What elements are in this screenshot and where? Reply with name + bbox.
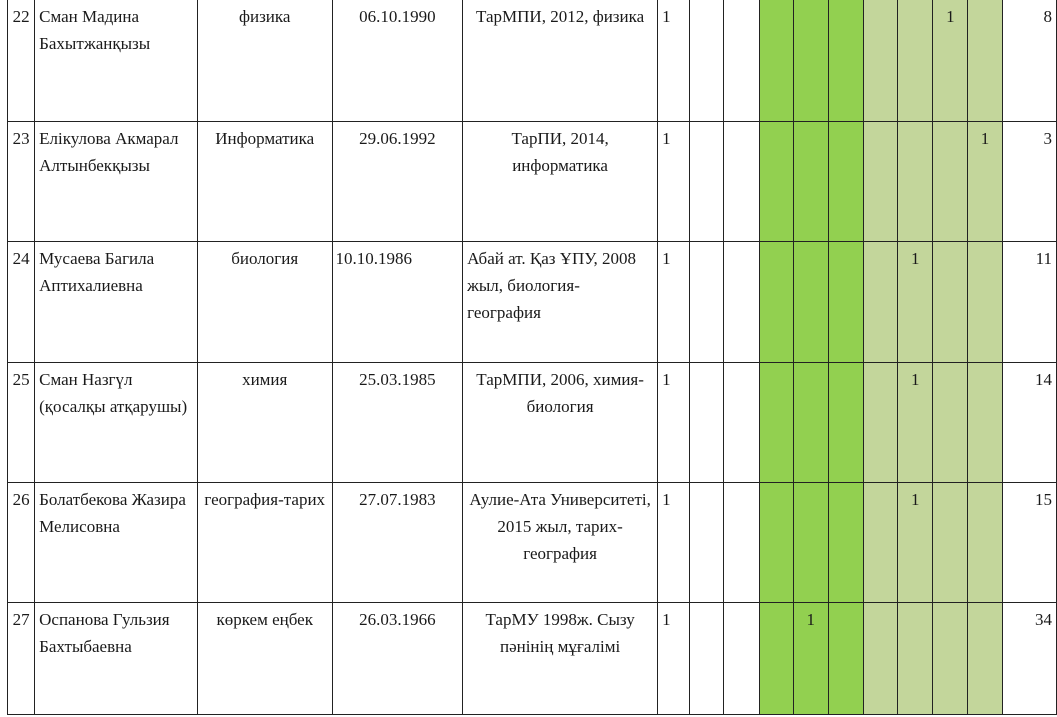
- row-number: 24: [8, 241, 35, 362]
- category-cell: [793, 0, 828, 121]
- staff-table: [7, 0, 1057, 715]
- category-cell: [968, 0, 1002, 121]
- category-cell: [898, 121, 933, 241]
- experience-years: 11: [1002, 241, 1056, 362]
- birth-date: 27.07.1983: [332, 482, 463, 602]
- empty-cell: [724, 482, 759, 602]
- empty-cell: [690, 602, 724, 714]
- category-cell: [863, 482, 897, 602]
- teacher-name: Елікулова Акмарал Алтынбекқызы: [35, 121, 198, 241]
- category-cell: 1: [933, 0, 968, 121]
- empty-cell: [690, 121, 724, 241]
- education: Аулие-Ата Университеті, 2015 жыл, тарих-география: [463, 482, 658, 602]
- category-cell: [863, 241, 897, 362]
- category-cell: [933, 362, 968, 482]
- staff-count: 1: [658, 362, 690, 482]
- staff-count: 1: [658, 121, 690, 241]
- category-cell: [898, 0, 933, 121]
- education: ТарМПИ, 2012, физика: [463, 0, 658, 121]
- category-cell: [828, 241, 863, 362]
- subject: көркем еңбек: [197, 602, 332, 714]
- category-cell: [759, 121, 793, 241]
- empty-cell: [724, 121, 759, 241]
- category-cell: [968, 482, 1002, 602]
- category-cell: 1: [898, 482, 933, 602]
- category-cell: [828, 602, 863, 714]
- category-cell: [898, 602, 933, 714]
- birth-date: 29.06.1992: [332, 121, 463, 241]
- category-cell: [759, 362, 793, 482]
- empty-cell: [724, 362, 759, 482]
- teacher-name: Мусаева Багила Аптихалиевна: [35, 241, 198, 362]
- category-cell: [933, 602, 968, 714]
- staff-count: 1: [658, 0, 690, 121]
- staff-count: 1: [658, 241, 690, 362]
- staff-count: 1: [658, 482, 690, 602]
- row-number: 25: [8, 362, 35, 482]
- category-cell: [759, 482, 793, 602]
- category-cell: [968, 602, 1002, 714]
- table-row: [8, 482, 1057, 602]
- category-cell: [933, 482, 968, 602]
- experience-years: 14: [1002, 362, 1056, 482]
- experience-years: 34: [1002, 602, 1056, 714]
- category-cell: [968, 241, 1002, 362]
- education: ТарМПИ, 2006, химия-биология: [463, 362, 658, 482]
- birth-date: 10.10.1986: [332, 241, 463, 362]
- empty-cell: [690, 0, 724, 121]
- table-row: [8, 0, 1057, 121]
- empty-cell: [724, 241, 759, 362]
- category-cell: [828, 0, 863, 121]
- empty-cell: [690, 362, 724, 482]
- category-cell: 1: [898, 362, 933, 482]
- row-number: 27: [8, 602, 35, 714]
- category-cell: 1: [898, 241, 933, 362]
- category-cell: [933, 241, 968, 362]
- experience-years: 8: [1002, 0, 1056, 121]
- birth-date: 06.10.1990: [332, 0, 463, 121]
- category-cell: [863, 362, 897, 482]
- category-cell: [793, 482, 828, 602]
- subject: химия: [197, 362, 332, 482]
- category-cell: [793, 362, 828, 482]
- category-cell: 1: [793, 602, 828, 714]
- category-cell: [759, 241, 793, 362]
- empty-cell: [724, 0, 759, 121]
- table-row: [8, 602, 1057, 714]
- teacher-name: Сман Мадина Бахытжанқызы: [35, 0, 198, 121]
- category-cell: [828, 482, 863, 602]
- category-cell: [863, 0, 897, 121]
- experience-years: 3: [1002, 121, 1056, 241]
- category-cell: [759, 0, 793, 121]
- category-cell: [793, 241, 828, 362]
- category-cell: [793, 121, 828, 241]
- table-row: [8, 241, 1057, 362]
- category-cell: [933, 121, 968, 241]
- subject: биология: [197, 241, 332, 362]
- category-cell: [759, 602, 793, 714]
- category-cell: 1: [968, 121, 1002, 241]
- table-row: [8, 362, 1057, 482]
- birth-date: 26.03.1966: [332, 602, 463, 714]
- subject: физика: [197, 0, 332, 121]
- row-number: 23: [8, 121, 35, 241]
- subject: Информатика: [197, 121, 332, 241]
- teacher-name: Оспанова Гульзия Бахтыбаевна: [35, 602, 198, 714]
- row-number: 22: [8, 0, 35, 121]
- table-row: [8, 121, 1057, 241]
- education: ТарПИ, 2014, информатика: [463, 121, 658, 241]
- category-cell: [828, 362, 863, 482]
- education: Абай ат. Қаз ҰПУ, 2008 жыл, биология-география: [463, 241, 658, 362]
- empty-cell: [690, 482, 724, 602]
- empty-cell: [690, 241, 724, 362]
- category-cell: [863, 121, 897, 241]
- birth-date: 25.03.1985: [332, 362, 463, 482]
- staff-count: 1: [658, 602, 690, 714]
- row-number: 26: [8, 482, 35, 602]
- empty-cell: [724, 602, 759, 714]
- subject: география-тарих: [197, 482, 332, 602]
- category-cell: [968, 362, 1002, 482]
- teacher-name: Сман Назгүл (қосалқы атқарушы): [35, 362, 198, 482]
- teacher-name: Болатбекова Жазира Мелисовна: [35, 482, 198, 602]
- experience-years: 15: [1002, 482, 1056, 602]
- education: ТарМУ 1998ж. Сызу пәнінің мұғалімі: [463, 602, 658, 714]
- category-cell: [863, 602, 897, 714]
- category-cell: [828, 121, 863, 241]
